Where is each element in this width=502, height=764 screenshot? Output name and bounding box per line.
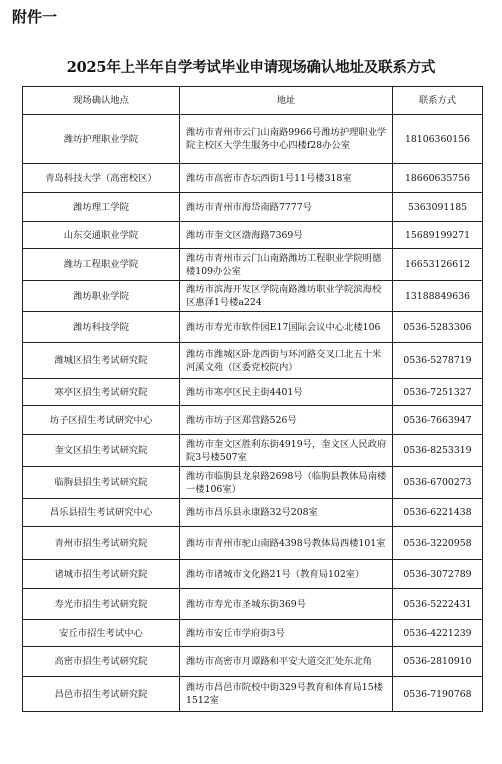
table-row — [23, 647, 483, 677]
address-cell: 潍坊市昌邑市院校中街329号教育和体育局15楼1512室 — [180, 677, 393, 712]
contact-cell: 0536-6221438 — [393, 499, 483, 527]
table-row — [23, 312, 483, 343]
site-name-cell: 坊子区招生考试研究中心 — [23, 406, 180, 435]
address-cell: 潍坊市潍城区卧龙西街与环河路交叉口北五十米河溪文苑（区委党校院内） — [180, 343, 393, 379]
address-cell: 潍坊市奎文区渤海路7369号 — [180, 222, 393, 249]
address-cell: 潍坊市临朐县龙泉路2698号（临朐县教体局南楼一楼106室） — [180, 467, 393, 499]
site-name-cell: 昌邑市招生考试研究院 — [23, 677, 180, 712]
address-cell: 潍坊市青州市海岱南路7777号 — [180, 193, 393, 222]
header-place: 现场确认地点 — [23, 87, 180, 115]
site-name-cell: 安丘市招生考试中心 — [23, 620, 180, 647]
attachment-label: 附件一 — [12, 8, 58, 26]
site-name-cell: 潍坊理工学院 — [23, 193, 180, 222]
table-row — [23, 499, 483, 527]
site-name-cell: 潍坊工程职业学院 — [23, 249, 180, 281]
address-cell: 潍坊市寒亭区民主街4401号 — [180, 379, 393, 406]
table-row — [23, 249, 483, 281]
site-name-cell: 潍坊科技学院 — [23, 312, 180, 343]
contact-cell: 0536-6700273 — [393, 467, 483, 499]
table-row — [23, 164, 483, 193]
table-row — [23, 435, 483, 467]
address-cell: 潍坊市青州市驼山南路4398号教体局西楼101室 — [180, 527, 393, 560]
site-name-cell: 寒亭区招生考试研究院 — [23, 379, 180, 406]
site-name-cell: 奎文区招生考试研究院 — [23, 435, 180, 467]
table-row — [23, 589, 483, 620]
table-row — [23, 406, 483, 435]
table-row — [23, 677, 483, 712]
contact-cell: 0536-7251327 — [393, 379, 483, 406]
contact-cell: 13188849636 — [393, 281, 483, 312]
site-name-cell: 山东交通职业学院 — [23, 222, 180, 249]
contact-cell: 0536-3220958 — [393, 527, 483, 560]
site-name-cell: 潍坊职业学院 — [23, 281, 180, 312]
address-cell: 潍坊市青州市云门山南路9966号潍坊护理职业学院主校区大学生服务中心四楼f28办公室 — [180, 115, 393, 164]
contact-cell: 15689199271 — [393, 222, 483, 249]
table-row — [23, 379, 483, 406]
contact-cell: 18106360156 — [393, 115, 483, 164]
site-name-cell: 潍城区招生考试研究院 — [23, 343, 180, 379]
table-row — [23, 467, 483, 499]
site-name-cell: 昌乐县招生考试研究中心 — [23, 499, 180, 527]
header-address: 地址 — [180, 87, 393, 115]
contact-cell: 0536-7663947 — [393, 406, 483, 435]
site-name-cell: 青州市招生考试研究院 — [23, 527, 180, 560]
site-name-cell: 青岛科技大学（高密校区） — [23, 164, 180, 193]
address-cell: 潍坊市安丘市学府街3号 — [180, 620, 393, 647]
contact-cell: 0536-7190768 — [393, 677, 483, 712]
document-title: 2025年上半年自学考试毕业申请现场确认地址及联系方式 — [66, 59, 436, 76]
contact-cell: 0536-5278719 — [393, 343, 483, 379]
contact-cell: 0536-5283306 — [393, 312, 483, 343]
table-row — [23, 115, 483, 164]
address-cell: 潍坊市高密市月谭路和平安大道交汇处东北角 — [180, 647, 393, 677]
table-row — [23, 281, 483, 312]
table-row — [23, 620, 483, 647]
contact-cell: 0536-3072789 — [393, 560, 483, 589]
contact-cell: 0536-4221239 — [393, 620, 483, 647]
address-cell: 潍坊市昌乐县永康路32号208室 — [180, 499, 393, 527]
address-cell: 潍坊市坊子区郑营路526号 — [180, 406, 393, 435]
confirmation-sites-table — [22, 86, 483, 712]
address-cell: 潍坊市寿光市软件园E17国际会议中心北楼106 — [180, 312, 393, 343]
contact-cell: 18660635756 — [393, 164, 483, 193]
table-row — [23, 193, 483, 222]
table-row — [23, 527, 483, 560]
address-cell: 潍坊市滨海开发区学院南路潍坊职业学院滨海校区惠泽1号楼a224 — [180, 281, 393, 312]
address-cell: 潍坊市高密市杏坛西街1号11号楼318室 — [180, 164, 393, 193]
address-cell: 潍坊市诸城市文化路21号（教育局102室） — [180, 560, 393, 589]
table-row — [23, 343, 483, 379]
address-cell: 潍坊市寿光市圣城东街369号 — [180, 589, 393, 620]
contact-cell: 0536-2810910 — [393, 647, 483, 677]
site-name-cell: 诸城市招生考试研究院 — [23, 560, 180, 589]
address-cell: 潍坊市奎文区胜利东街4919号，奎文区人民政府院3号楼507室 — [180, 435, 393, 467]
contact-cell: 16653126612 — [393, 249, 483, 281]
table-row — [23, 222, 483, 249]
contact-cell: 0536-8253319 — [393, 435, 483, 467]
contact-cell: 5363091185 — [393, 193, 483, 222]
contact-cell: 0536-5222431 — [393, 589, 483, 620]
address-cell: 潍坊市青州市云门山南路潍坊工程职业学院明德楼109办公室 — [180, 249, 393, 281]
table-row — [23, 560, 483, 589]
table-header-row — [23, 87, 483, 115]
site-name-cell: 高密市招生考试研究院 — [23, 647, 180, 677]
header-contact: 联系方式 — [393, 87, 483, 115]
site-name-cell: 寿光市招生考试研究院 — [23, 589, 180, 620]
site-name-cell: 潍坊护理职业学院 — [23, 115, 180, 164]
site-name-cell: 临朐县招生考试研究院 — [23, 467, 180, 499]
